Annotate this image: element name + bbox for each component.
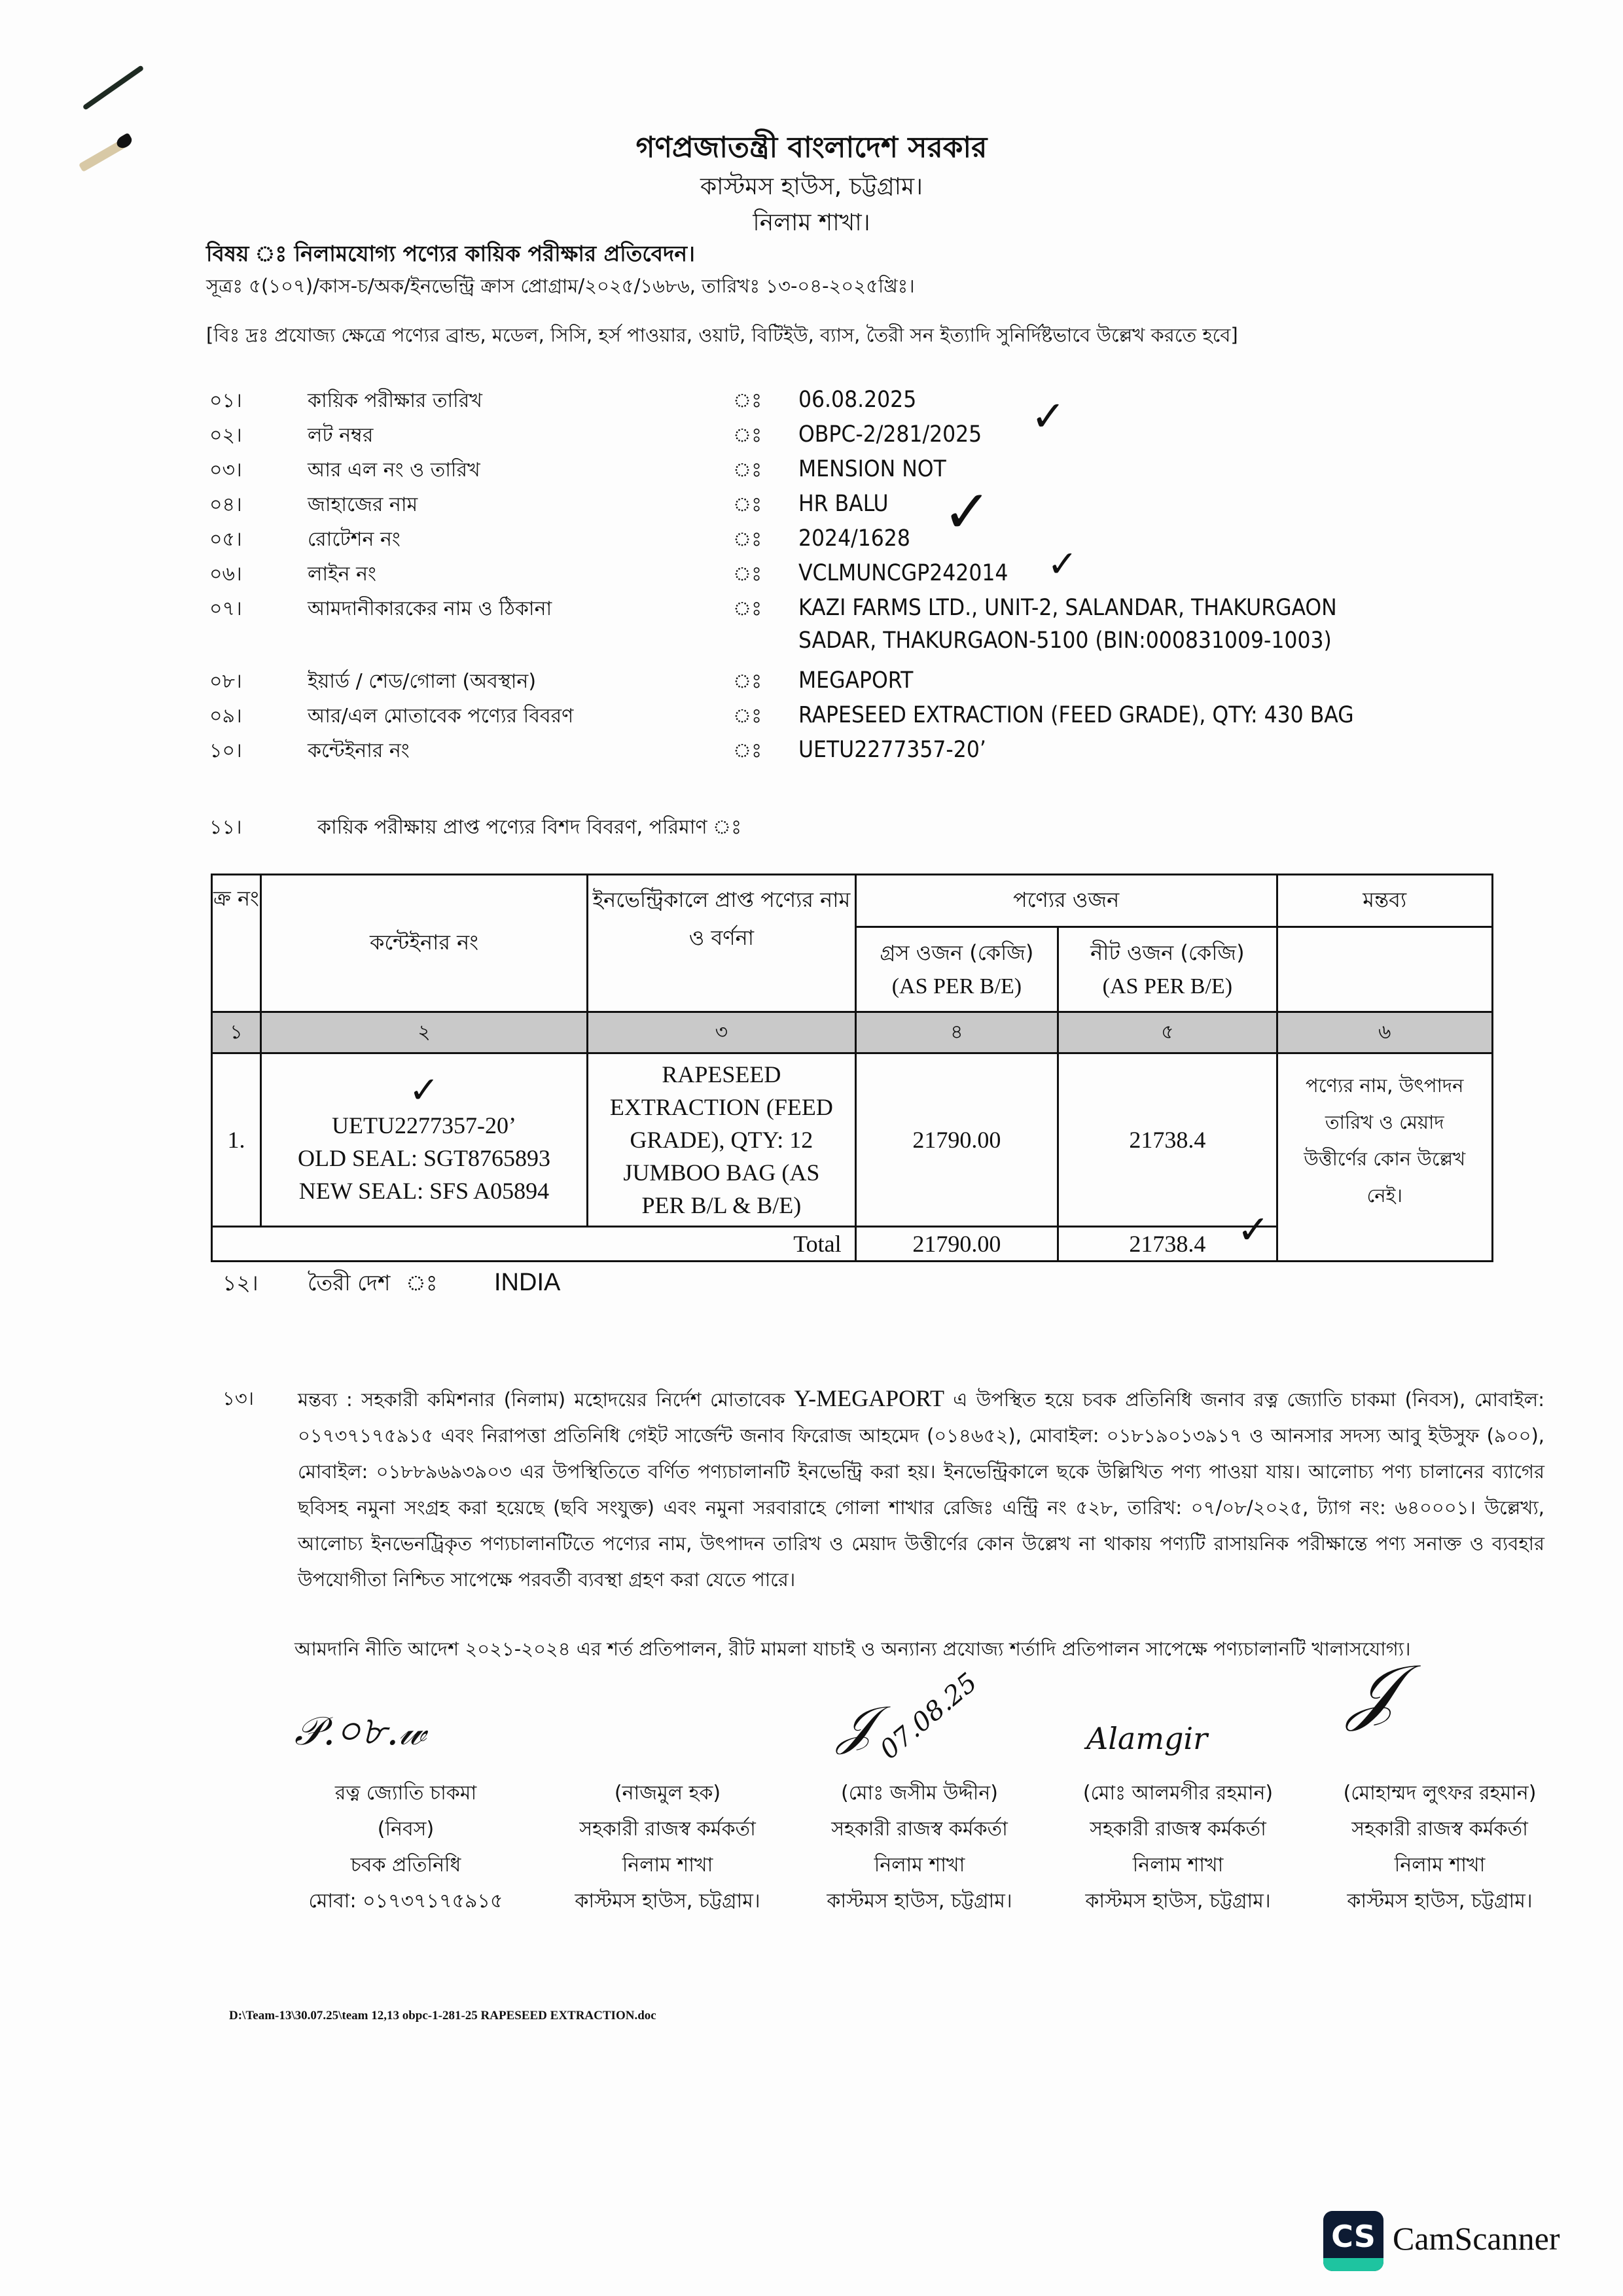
total-label: Total xyxy=(212,1227,856,1262)
column-index-row: ১ ২ ৩ ৪ ৫ ৬ xyxy=(212,1012,1493,1053)
check-mark-icon: ✓ xyxy=(1047,543,1078,586)
signatory-1: রত্ন জ্যোতি চাকমা (নিবস) চবক প্রতিনিধি মোবা: ০১৭৩৭১৭৫৯১৫ xyxy=(308,1782,503,1913)
field-value: RAPESEED EXTRACTION (FEED GRADE), QTY: 430 BAG xyxy=(798,702,1354,728)
field-value: SADAR, THAKURGAON-5100 (BIN:000831009-1003) xyxy=(798,627,1332,654)
signatory-2: (নাজমুল হক) সহকারী রাজস্ব কর্মকর্তা নিলাম শাখা কাস্টমস হাউস, চট্টগ্রাম। xyxy=(575,1782,760,1913)
office-name: কাস্টমস হাউস, চট্টগ্রাম। xyxy=(700,173,923,200)
signatory-4: (মোঃ আলমগীর রহমান) সহকারী রাজস্ব কর্মকর্তা নিলাম শাখা কাস্টমস হাউস, চট্টগ্রাম। xyxy=(1082,1782,1274,1913)
total-gross-weight: 21790.00 xyxy=(855,1227,1058,1262)
field-goods-description: ০৯। আর/এল মোতাবেক পণ্যের বিবরণ ঃ RAPESEED EXTRACTION (FEED GRADE), QTY: 430 BAG xyxy=(209,702,1354,728)
cell-serial: 1. xyxy=(212,1053,261,1227)
header-net-weight: নীট ওজন (কেজি) (AS PER B/E) xyxy=(1058,927,1277,1012)
field-value: MENSION NOT xyxy=(798,456,946,482)
header-container: কন্টেইনার নং xyxy=(260,875,587,1012)
field-rl-number-date: ০৩। আর এল নং ও তারিখ ঃ MENSION NOT xyxy=(209,456,946,482)
header-remarks-blank xyxy=(1277,927,1492,1012)
field-detailed-description: ১১। কায়িক পরীক্ষায় প্রাপ্ত পণ্যের বিশদ বিবরণ, পরিমাণ ঃ xyxy=(209,816,742,839)
cell-remarks: পণ্যের নাম, উৎপাদন তারিখ ও মেয়াদ উত্তীর্ণের কোন উল্লেখ নেই। xyxy=(1277,1053,1492,1262)
signature-4: Alamgir xyxy=(1086,1721,1208,1756)
field-value: VCLMUNCGP242014 xyxy=(798,560,1008,586)
file-path-footer: D:\Team-13\30.07.25\team 12,13 obpc-1-281-25 RAPESEED EXTRACTION.doc xyxy=(229,2009,656,2022)
field-yard-location: ০৮। ইয়ার্ড / শেড/গোলা (অবস্থান) ঃ MEGAPORT xyxy=(209,667,914,694)
signature-1: 𝒫.০৮.𝓌 xyxy=(294,1708,426,1754)
check-mark-icon: ✓ xyxy=(1031,393,1066,441)
field-rotation-number: ০৫। রোটেশন নং ঃ 2024/1628 xyxy=(209,525,910,552)
subject-line: বিষয় ঃ নিলামযোগ্য পণ্যের কায়িক পরীক্ষার প্রতিবেদন। xyxy=(206,241,695,266)
country-of-origin: ১২। তৈরী দেশ ঃ INDIA xyxy=(223,1269,561,1296)
camscanner-watermark: CamScanner xyxy=(1393,2220,1560,2257)
header-remarks: মন্তব্য xyxy=(1277,875,1492,927)
signatory-5: (মোহাম্মদ লুৎফর রহমান) সহকারী রাজস্ব কর্মকর্তা নিলাম শাখা কাস্টমস হাউস, চট্টগ্রাম। xyxy=(1343,1782,1537,1913)
camscanner-logo-icon: CS xyxy=(1323,2211,1383,2271)
branch-name: নিলাম শাখা। xyxy=(753,209,870,236)
signature-5: 𝒥 xyxy=(1348,1649,1398,1733)
header-gross-weight: গ্রস ওজন (কেজি) (AS PER B/E) xyxy=(855,927,1058,1012)
field-value: 2024/1628 xyxy=(798,525,910,552)
field-value: HR BALU xyxy=(798,491,889,517)
field-value: KAZI FARMS LTD., UNIT-2, SALANDAR, THAKURGAON xyxy=(798,595,1337,621)
country-value: INDIA xyxy=(494,1269,561,1296)
header-description: ইনভেন্ট্রিকালে প্রাপ্ত পণ্যের নাম ও বর্ণনা xyxy=(588,875,856,1012)
total-net-weight: 21738.4 xyxy=(1058,1227,1277,1262)
import-policy-statement: আমদানি নীতি আদেশ ২০২১-২০২৪ এর শর্ত প্রতিপালন, রীট মামলা যাচাই ও অন্যান্য প্রযোজ্য শর্তাদি প্রতিপালন সাপেক্ষে পণ্যচালানটি খালাসযোগ্য। xyxy=(294,1638,1411,1660)
field-importer-line2 xyxy=(209,627,1332,662)
field-container-number: ১০। কন্টেইনার নং ঃ UETU2277357-20’ xyxy=(209,737,986,763)
field-lot-number: ০২। লট নম্বর ঃ OBPC-2/281/2025 xyxy=(209,421,982,448)
signature-3: 𝒥 xyxy=(838,1695,874,1756)
cell-net-weight: 21738.4 xyxy=(1058,1053,1277,1227)
check-mark-icon: ✓ xyxy=(1237,1207,1270,1253)
field-importer: ০৭। আমদানীকারকের নাম ও ঠিকানা ঃ KAZI FARMS LTD., UNIT-2, SALANDAR, THAKURGAON xyxy=(209,595,1337,621)
field-value: UETU2277357-20’ xyxy=(798,737,986,763)
cell-description: RAPESEED EXTRACTION (FEED GRADE), QTY: 12 JUMBOO BAG (AS PER B/L & B/E) xyxy=(588,1053,856,1227)
cell-gross-weight: 21790.00 xyxy=(855,1053,1058,1227)
cell-container: ✓ UETU2277357-20’ OLD SEAL: SGT8765893 NEW SEAL: SFS A05894 xyxy=(260,1053,587,1227)
check-mark-icon: ✓ xyxy=(408,1070,440,1111)
field-vessel-name: ০৪। জাহাজের নাম ঃ HR BALU xyxy=(209,491,889,517)
field-value: MEGAPORT xyxy=(798,667,914,694)
check-mark-icon: ✓ xyxy=(942,478,992,546)
signature-3-date: 07.08.25 xyxy=(874,1667,984,1765)
field-line-number: ০৬। লাইন নং ঃ VCLMUNCGP242014 xyxy=(209,560,1008,586)
table-row xyxy=(212,1053,1493,1227)
inventory-table xyxy=(211,874,1493,1262)
field-value: OBPC-2/281/2025 xyxy=(798,421,982,448)
field-inspection-date: ০১। কায়িক পরীক্ষার তারিখ ঃ 06.08.2025 xyxy=(209,387,917,413)
field-value: 06.08.2025 xyxy=(798,387,917,413)
remarks-paragraph: ১৩। মন্তব্য : সহকারী কমিশনার (নিলাম) মহোদয়ের নির্দেশ মোতাবেক Y-MEGAPORT এ উপস্থিত হয়ে চবক প্রতিনিধি জনাব রত্ন জ্যোতি চাকমা (নিবস), মোবাইল: ০১৭৩৭১৭৫৯১৫ এবং নিরাপত্তা প্রতিনিধি গেইট সার্জেন্ট জনাব ফিরোজ আহমেদ (০১৪৬৫২), মোবাইল: ০১৮১৯০১৩৯১৭ ও আনসার সদস্য আবু ইউসুফ (৯০০), মোবাইল: ০১৮৮৯৬৯৩৯০৩ এর উপস্থিতিতে বর্ণিত পণ্যচালানটি ইনভেন্ট্রি করা হয়। ইনভেন্ট্রিকালে ছকে উল্লিখিত পণ্য পাওয়া যায়। আলোচ্য পণ্য চালানের ব্যাগের ছবিসহ নমুনা সংগ্রহ করা হয়েছে (ছবি সংযুক্ত) এবং নমুনা সরবারাহে গোলা শাখার রেজিঃ এন্ট্রি নং ৫২৮, তারিখ: ০৭/০৮/২০২৫, ট্যাগ নং: ৬৪০০০১। উল্লেখ্য, আলোচ্য ইনভেনট্রিকৃত পণ্যচালানটিতে পণ্যের নাম, উৎপাদন তারিখ ও মেয়াদ উত্তীর্ণের কোন উল্লেখ না থাকায় পণ্যটি রাসায়নিক পরীক্ষান্তে পণ্য সনাক্ত ও ব্যবহার উপযোগীতা নিশ্চিত সাপেক্ষে পরবর্তী ব্যবস্থা গ্রহণ করা যেতে পারে। xyxy=(223,1385,1544,1591)
signatory-3: (মোঃ জসীম উদ্দীন) সহকারী রাজস্ব কর্মকর্তা নিলাম শাখা কাস্টমস হাউস, চট্টগ্রাম। xyxy=(827,1782,1012,1913)
government-title: গণপ্রজাতন্ত্রী বাংলাদেশ সরকার xyxy=(635,131,988,164)
header-weight-group: পণ্যের ওজন xyxy=(855,875,1277,927)
staple-mark xyxy=(82,65,145,111)
header-serial: ক্র নং xyxy=(212,875,261,1012)
reference-line: সূত্রঃ ৫(১০৭)/কাস-চ/অক/ইনভেন্ট্রি ক্রাস প্রোগ্রাম/২০২৫/১৬৮৬, তারিখঃ ১৩-০৪-২০২৫খ্রিঃ। xyxy=(206,275,915,297)
instruction-note: [বিঃ দ্রঃ প্রযোজ্য ক্ষেত্রে পণ্যের ব্রান্ড, মডেল, সিসি, হর্স পাওয়ার, ওয়াট, বিটিইউ, ব্যাস, তৈরী সন ইত্যাদি সুনির্দিষ্টভাবে উল্লেখ করতে হবে] xyxy=(206,324,1238,346)
